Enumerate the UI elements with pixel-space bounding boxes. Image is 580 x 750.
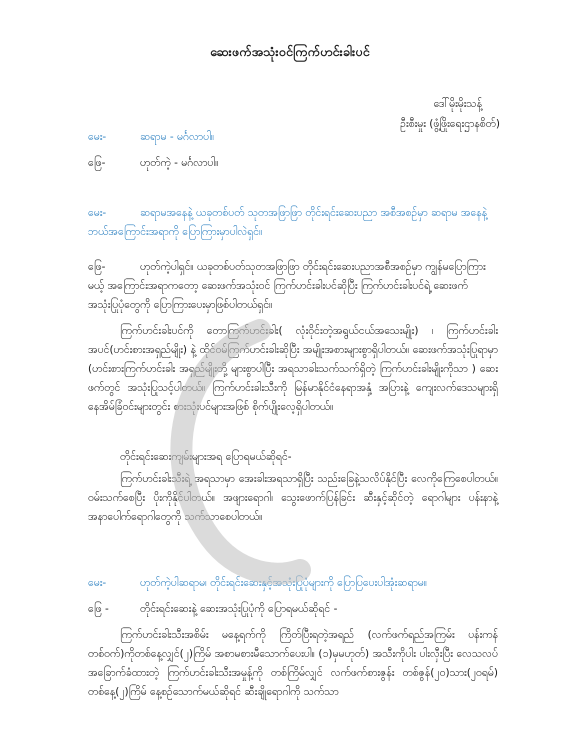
body-paragraph-4: ကြက်ဟင်းခါးသီးအစိမ်း မနေ့ရက်ကို ကြိတ်ပြီးရတဲ့အရည် (လက်ဖက်ရည်အကြမ်း ပန်းကန်တစ်ဝက်)ကိုတစ်နေ့လျှင်(၂)ကြိမ် အစာမစားမီသောက်ပေးပါ။ (၁)မှမဟုတ်) အသီးကိုပါး ပါးလှီးပြီး လေသလပ်အခြောက်ခံထားတဲ့ ကြက်ဟင်းခါးသီးအမှုန့်ကို တစ်ကြိမ်လျှင် လက်ဖက်စားဇွန်း တစ်ဇွန်(၂၀)သား(၂၀ရမ်) တစ်နေ့(၂)ကြိမ် နေ့စဉ်သောက်မယ်ဆိုရင် ဆီးချိုရောဂါကို သက်သာ (88, 629, 498, 698)
answer-2 (88, 258, 498, 315)
answer-label: ဖြေ - (88, 603, 109, 615)
question-3 (88, 574, 498, 593)
author-name: ဒေါ်မိုးမိုးသန့် (433, 98, 482, 110)
question-text: ဟုတ်ကဲ့ပါဆရာမ၊ တိုင်းရင်းဆေးနှင့်အသုံးပြုပုံများကို ပြောပြပေးပါအုံးဆရာမ။ (140, 577, 427, 589)
answer-text: တိုင်းရင်းဆေးနဲ့ ဆေးအသုံးပြုပုံကို ပြောရမယ်ဆိုရင် - (140, 603, 338, 615)
document-title: ဆေးဖက်အသုံးဝင်ကြက်ဟင်းခါးပင် (210, 44, 370, 59)
answer-label: ဖြေ- (88, 261, 106, 273)
question-label: မေး- (88, 577, 107, 589)
question-1 (88, 128, 498, 147)
question-2 (88, 204, 498, 242)
body-paragraph-1: ကြက်ဟင်းခါးပင်ကို တောကြက်ဟင်းခါး( လုံးဝိုင်းတဲ့အရွယ်ငယ်အသေးမျိုး) ၊ ကြက်ဟင်းခါး အပင်(ဟင်းစားအရှည်မျိုး) နဲ့ ထိုင်ဝမ်ကြက်ဟင်းခါးဆိုပြီး အမျိုးအစားများစွာရှိပါတယ်။ ဆေးဖက်အသုံးပြုရာမှာ (ဟင်းစားကြက်ဟင်းခါး အရှည်မျိုးတို့ များစွာပါပြီး အရသာခါးသက်သက်ရှိတဲ့ ကြက်ဟင်းခါးမျိုးကိုသာ ) ဆေးဖက်တွင် အသုံးပြုသင့်ပါတယ်။ ကြက်ဟင်းခါးသီးကို မြန်မာနိုင်ငံနေရာအနှံ့ အပြားနဲ့ ကျေးလက်ဒေသများရှိ နေအိမ်ခြံဝင်းများတွင်း စားသုံးပင်များအဖြစ် စိုက်ပျိုးလေ့ရှိပါတယ်။ (88, 325, 498, 413)
author-title: ဦးစီးမှုး (ဖွံ့ဖြိုးရေးဌာနစိတ်) (400, 118, 500, 130)
answer-3 (88, 600, 498, 619)
body-paragraph-3: ကြက်ဟင်းခါးသီးရဲ့ အရသာမှာ အေးခါးအရသာရှိပြီး သည်းခြေနဲ့သလိပ်နိုင်ပြီး လေကိုကြေစေပါတယ်။ ဝမ်းသက်စေပြီး ပိုးကိုနိုင်ပါတယ်။ အဖျားရောဂါ၊ သွေးဖောက်ပြန်ခြင်း ဆီးနှင့်ဆိုင်တဲ့ ရောဂါများ ပန်းနာနဲ့ အနာပေါက်ရောဂါတွေကို သက်သာစေပါတယ်။ (88, 473, 498, 523)
answer-text: ဟုတ်ကဲ့ပါရှင်။ ယခုတစ်ပတ်သုတအဖြာဖြာ တိုင်းရင်းဆေးပညာအစီအစဉ်မှာ ကျွန်မပြောကြားမယ့် အကြောင်းအရာကတော့ ဆေးဖက်အသုံးဝင် ကြက်ဟင်းခါးပင်ဆိုပြီး ကြက်ဟင်းခါးပင်ရဲ့ ဆေးဖက်အသုံးပြုပုံတွေကို ပြောကြားပေးမှာဖြစ်ပါတယ်ရှင်။ (88, 261, 486, 311)
question-label: မေး- (88, 207, 107, 219)
answer-text: ဟုတ်ကဲ့ - မင်္ဂလာပါ။ (140, 157, 219, 169)
question-text: ဆရာမ - မင်္ဂလာပါ။ (140, 131, 215, 143)
answer-label: ဖြေ- (88, 157, 106, 169)
question-text: ဆရာမအနေနဲ့ ယခုတစ်ပတ် သုတအဖြာဖြာ တိုင်းရင်းဆေးပညာ အစီအစဉ်မှာ ဆရာမ အနေနဲ့ ဘယ်အကြောင်းအရာကို ပြောကြားမှာပါလဲရှင်။ (88, 207, 488, 238)
question-label: မေး- (88, 131, 107, 143)
body-paragraph-2: တိုင်းရင်းဆေးကျမ်းများအရ ပြောရမယ်ဆိုရင်- (120, 451, 292, 463)
answer-1 (88, 154, 498, 173)
